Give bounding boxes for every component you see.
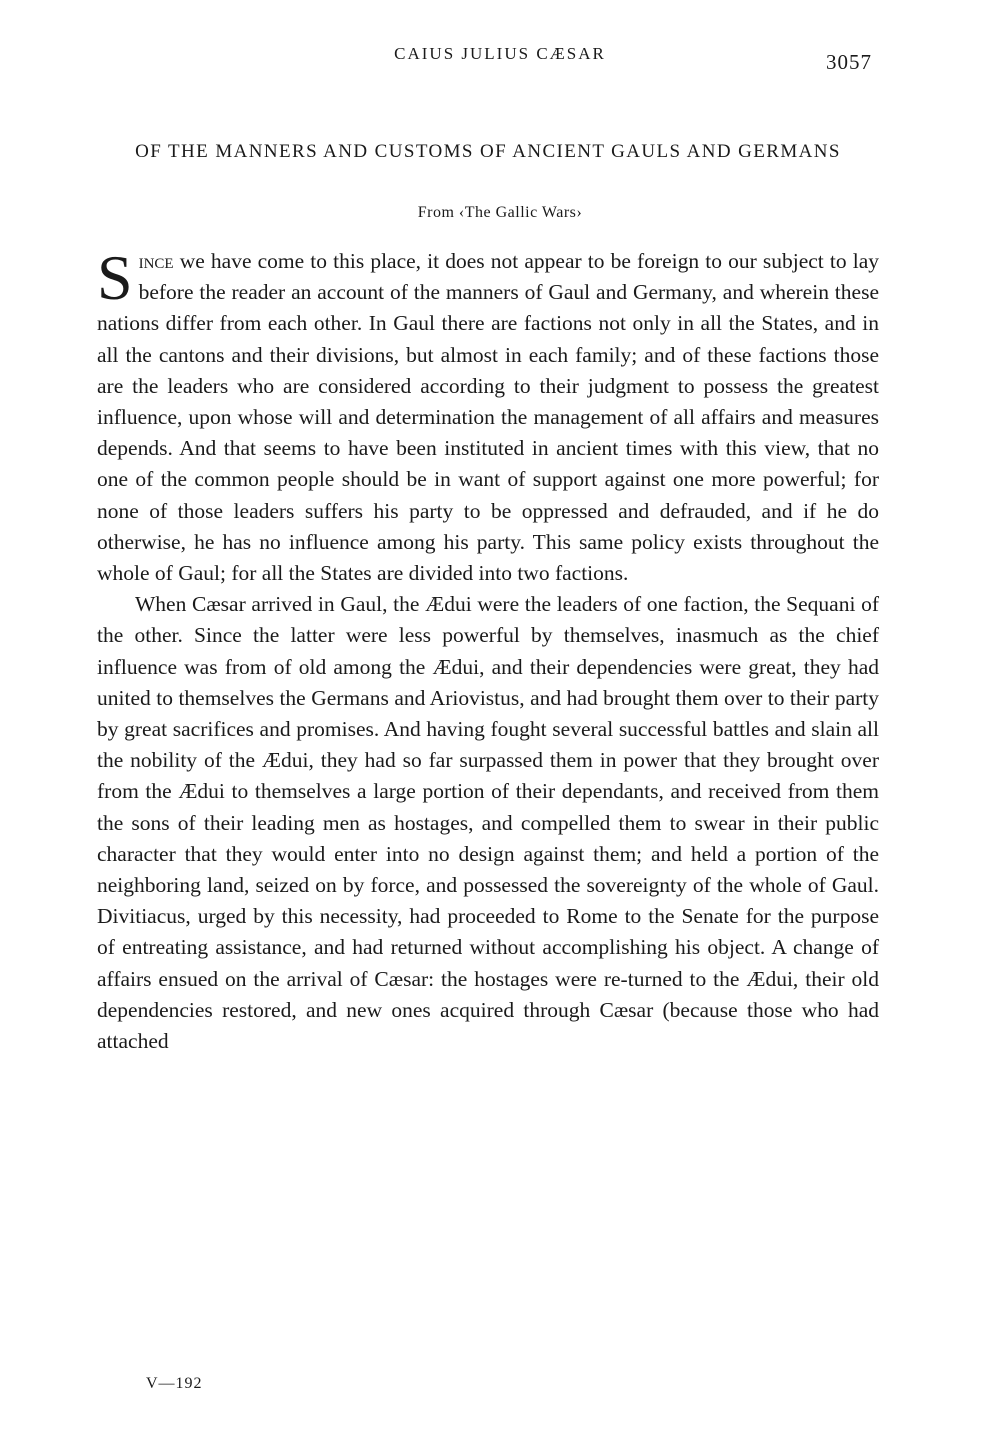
source-line: From ‹The Gallic Wars› [417,204,583,221]
first-word-small-caps: ince [138,249,174,273]
paragraph-1-text: we have come to this place, it does not appear to be foreign to our subject to lay before the reader an account of the manners of Gaul and Germany, and wherein these nations differ from each other. In Gaul there are factions not only in all the States, and in all the cantons and their divisions, but almost in each family; and of these factions those are the leaders who are considered according to their judgment to possess the greatest influence, upon whose will and determination the management of all affairs and measures depends. And that seems to have been instituted in ancient times with this view, that no one of the common people should be in want of support against one more powerful; for none of those leaders suffers his party to be oppressed and defrauded, and if he do otherwise, he has no influence among his party. This same policy exists throughout the whole of Gaul; for all the States are divided into two factions. [97,249,879,586]
running-head-title: CAIUS JULIUS CÆSAR [394,44,606,63]
paragraph-2: When Cæsar arrived in Gaul, the Ædui were the leaders of one faction, the Sequani of the other. Since the latter were less powerful by themselves, inasmuch as the chief influence was from of old among the Ædui, and their dependencies were great, they had united to themselves the Germans and Ariovistus, and had brought them over to their party by great sacrifices and promises. And having fought several successful battles and slain all the nobility of the Ædui, they had so far surpassed them in power that they brought over from the Ædui to themselves a large portion of their dependants, and received from them the sons of their leading men as hostages, and compelled them to swear in their public character that they would enter into no design against them; and held a portion of the neighboring land, seized on by force, and possessed the sovereignty of the whole of Gaul. Divitiacus, urged by this necessity, had proceeded to Rome to the Senate for the purpose of entreating assistance, and had returned without accomplishing his object. A change of affairs ensued on the arrival of Cæsar: the hostages were re-turned to the Ædui, their old dependencies restored, and new ones acquired through Cæsar (because those who had attached [97,592,879,1054]
section-title: OF THE MANNERS AND CUSTOMS OF ANCIENT GAULS AND GERMANS [135,141,841,162]
page-number: 3057 [826,50,872,74]
paragraph-1 [97,242,879,589]
signature-mark: V—192 [146,1375,203,1392]
body-text [97,242,879,1057]
drop-cap: S [97,242,133,313]
